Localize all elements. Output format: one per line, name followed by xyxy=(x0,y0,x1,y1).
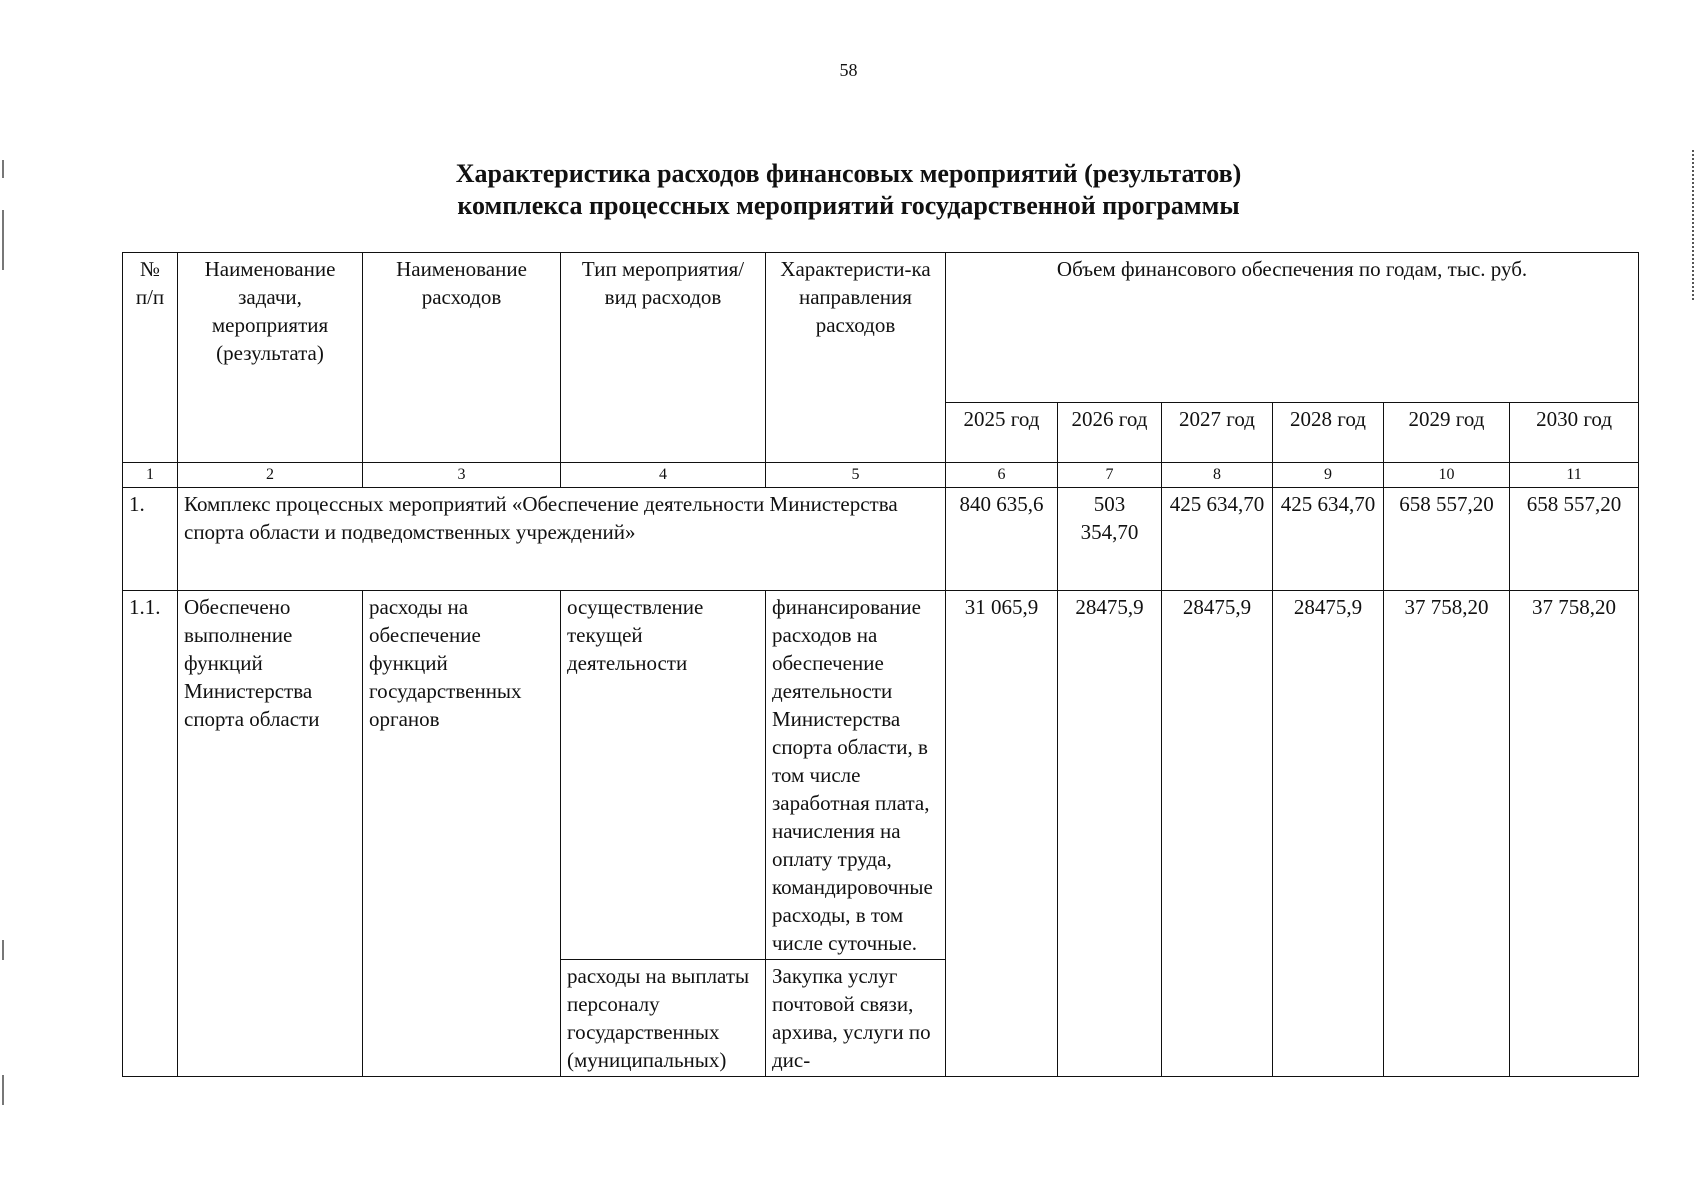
header-expense-name: Наименование расходов xyxy=(363,253,561,463)
value-2029: 658 557,20 xyxy=(1384,488,1510,591)
header-type: Тип мероприятия/ вид расходов xyxy=(561,253,766,463)
table-row-task xyxy=(123,591,1639,960)
column-number: 5 xyxy=(766,463,946,488)
header-row-1 xyxy=(123,253,1639,403)
page-title xyxy=(0,158,1697,222)
expense-name: расходы на обеспечение функций государственных органов xyxy=(363,591,561,1077)
column-number: 9 xyxy=(1273,463,1384,488)
value-2027: 425 634,70 xyxy=(1162,488,1273,591)
header-year-2030: 2030 год xyxy=(1510,403,1639,463)
expenses-table xyxy=(122,252,1639,1077)
title-line-1: Характеристика расходов финансовых мероприятий (результатов) xyxy=(455,159,1242,188)
title-line-2: комплекса процессных мероприятий государственной программы xyxy=(457,191,1240,220)
header-year-2027: 2027 год xyxy=(1162,403,1273,463)
column-number: 11 xyxy=(1510,463,1639,488)
header-volume: Объем финансового обеспечения по годам, тыс. руб. xyxy=(946,253,1639,403)
column-number: 1 xyxy=(123,463,178,488)
column-number: 6 xyxy=(946,463,1058,488)
value-2030: 658 557,20 xyxy=(1510,488,1639,591)
header-characteristic: Характеристи-ка направления расходов xyxy=(766,253,946,463)
complex-name: Комплекс процессных мероприятий «Обеспечение деятельности Министерства спорта области и подведомственных учреждений» xyxy=(178,488,946,591)
row-num: 1.1. xyxy=(123,591,178,1077)
row-num: 1. xyxy=(123,488,178,591)
table-row-complex xyxy=(123,488,1639,591)
value-2028: 425 634,70 xyxy=(1273,488,1384,591)
column-number: 2 xyxy=(178,463,363,488)
expense-characteristic: Закупка услуг почтовой связи, архива, услуги по дис- xyxy=(766,960,946,1077)
page-number: 58 xyxy=(839,60,858,80)
column-number: 8 xyxy=(1162,463,1273,488)
header-task: Наименование задачи, мероприятия (результата) xyxy=(178,253,363,463)
column-number-row xyxy=(123,463,1639,488)
value-2029: 37 758,20 xyxy=(1384,591,1510,1077)
header-year-2026: 2026 год xyxy=(1058,403,1162,463)
column-number: 7 xyxy=(1058,463,1162,488)
header-num: № п/п xyxy=(123,253,178,463)
value-2027: 28475,9 xyxy=(1162,591,1273,1077)
task-name: Обеспечено выполнение функций Министерства спорта области xyxy=(178,591,363,1077)
header-year-2028: 2028 год xyxy=(1273,403,1384,463)
expense-characteristic: финансирование расходов на обеспечение деятельности Министерства спорта области, в том числе заработная плата, начисления на оплату труда, командировочные расходы, в том числе суточные. xyxy=(766,591,946,960)
value-2025: 840 635,6 xyxy=(946,488,1058,591)
value-2025: 31 065,9 xyxy=(946,591,1058,1077)
header-year-2029: 2029 год xyxy=(1384,403,1510,463)
expense-type: расходы на выплаты персоналу государственных (муниципальных) xyxy=(561,960,766,1077)
column-number: 4 xyxy=(561,463,766,488)
header-year-2025: 2025 год xyxy=(946,403,1058,463)
expense-type: осуществление текущей деятельности xyxy=(561,591,766,960)
column-number: 3 xyxy=(363,463,561,488)
value-2026: 28475,9 xyxy=(1058,591,1162,1077)
column-number: 10 xyxy=(1384,463,1510,488)
value-2028: 28475,9 xyxy=(1273,591,1384,1077)
value-2026: 503 354,70 xyxy=(1058,488,1162,591)
value-2030: 37 758,20 xyxy=(1510,591,1639,1077)
